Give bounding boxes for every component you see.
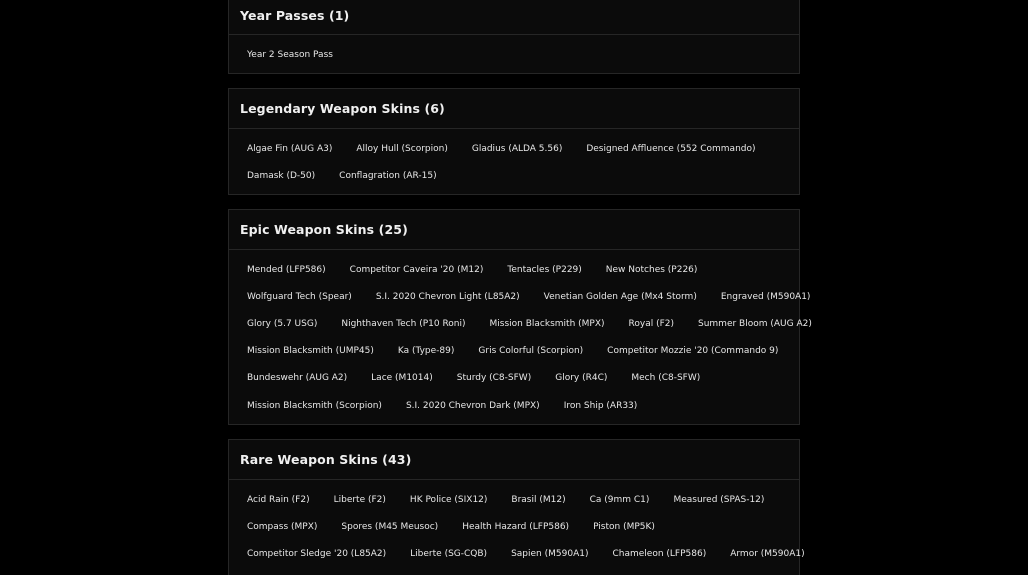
section-header bbox=[229, 89, 799, 129]
item-row bbox=[235, 135, 793, 162]
item[interactable]: Designed Affluence (552 Commando) bbox=[586, 143, 756, 154]
item[interactable]: Alloy Hull (Scorpion) bbox=[356, 143, 448, 154]
item[interactable]: Mission Blacksmith (UMP45) bbox=[247, 346, 374, 357]
item[interactable]: Sturdy (C8-SFW) bbox=[456, 373, 532, 384]
item-row bbox=[235, 338, 793, 365]
item[interactable]: Wolfguard Tech (Spear) bbox=[247, 291, 352, 302]
item[interactable]: S.I. 2020 Chevron Dark (MPX) bbox=[405, 400, 540, 411]
section-header bbox=[229, 440, 799, 480]
item[interactable]: Iron Ship (AR33) bbox=[563, 400, 638, 411]
item[interactable]: Sapien (M590A1) bbox=[511, 548, 589, 559]
section-title: Epic Weapon Skins (25) bbox=[240, 222, 408, 237]
item[interactable]: Lace (M1014) bbox=[371, 373, 433, 384]
section-items bbox=[229, 250, 812, 421]
item-row bbox=[235, 513, 793, 540]
item[interactable]: Gris Colorful (Scorpion) bbox=[478, 346, 584, 357]
section-header bbox=[229, 0, 799, 35]
item[interactable]: Ka (Type-89) bbox=[397, 346, 455, 357]
item-row bbox=[235, 392, 793, 419]
section-header bbox=[229, 210, 799, 250]
item[interactable]: Liberte (SG-CQB) bbox=[410, 548, 488, 559]
section-legendary-weapon-skins bbox=[228, 88, 800, 195]
item[interactable]: New Notches (P226) bbox=[605, 264, 698, 275]
item[interactable]: Mended (LFP586) bbox=[247, 264, 326, 275]
section-items bbox=[229, 35, 799, 70]
item[interactable]: Spores (M45 Meusoc) bbox=[341, 521, 439, 532]
section-rare-weapon-skins bbox=[228, 439, 805, 575]
item[interactable]: HK Police (SIX12) bbox=[409, 494, 488, 505]
item[interactable]: Compass (MPX) bbox=[247, 521, 318, 532]
item[interactable]: Conflagration (AR-15) bbox=[339, 170, 437, 181]
section-title: Year Passes (1) bbox=[240, 8, 350, 23]
item[interactable]: Competitor Caveira '20 (M12) bbox=[349, 264, 484, 275]
item-row bbox=[235, 41, 793, 68]
item[interactable]: Bundeswehr (AUG A2) bbox=[247, 373, 348, 384]
item[interactable]: Year 2 Season Pass bbox=[247, 49, 333, 60]
item[interactable]: Ca (9mm C1) bbox=[589, 494, 650, 505]
item[interactable]: Mech (C8-SFW) bbox=[631, 373, 701, 384]
section-items bbox=[229, 129, 799, 191]
item[interactable]: Competitor Sledge '20 (L85A2) bbox=[247, 548, 387, 559]
item[interactable]: Algae Fin (AUG A3) bbox=[247, 143, 333, 154]
item-row bbox=[235, 310, 812, 337]
item-row bbox=[235, 365, 793, 392]
section-items bbox=[229, 480, 805, 570]
item[interactable]: Measured (SPAS-12) bbox=[673, 494, 765, 505]
item[interactable]: Competitor Mozzie '20 (Commando 9) bbox=[607, 346, 779, 357]
item[interactable]: Summer Bloom (AUG A2) bbox=[698, 318, 812, 329]
item[interactable]: Armor (M590A1) bbox=[730, 548, 805, 559]
section-title: Legendary Weapon Skins (6) bbox=[240, 101, 445, 116]
item[interactable]: Brasil (M12) bbox=[511, 494, 566, 505]
item-row bbox=[235, 540, 805, 567]
item[interactable]: Health Hazard (LFP586) bbox=[462, 521, 570, 532]
section-epic-weapon-skins bbox=[228, 209, 812, 425]
section-title: Rare Weapon Skins (43) bbox=[240, 452, 412, 467]
item[interactable]: Tentacles (P229) bbox=[507, 264, 582, 275]
item[interactable]: Mission Blacksmith (MPX) bbox=[489, 318, 605, 329]
item[interactable]: Royal (F2) bbox=[628, 318, 674, 329]
item-row bbox=[235, 486, 793, 513]
item[interactable]: Venetian Golden Age (Mx4 Storm) bbox=[543, 291, 697, 302]
item[interactable]: Nighthaven Tech (P10 Roni) bbox=[341, 318, 466, 329]
item[interactable]: Glory (R4C) bbox=[555, 373, 608, 384]
item[interactable]: Acid Rain (F2) bbox=[247, 494, 310, 505]
item[interactable]: Mission Blacksmith (Scorpion) bbox=[247, 400, 382, 411]
item[interactable]: Liberte (F2) bbox=[333, 494, 386, 505]
item[interactable]: S.I. 2020 Chevron Light (L85A2) bbox=[375, 291, 520, 302]
item-row bbox=[235, 256, 793, 283]
section-year-passes bbox=[228, 0, 800, 74]
item[interactable]: Chameleon (LFP586) bbox=[612, 548, 707, 559]
item[interactable]: Engraved (M590A1) bbox=[720, 291, 811, 302]
item-row bbox=[235, 162, 793, 189]
item[interactable]: Damask (D-50) bbox=[247, 170, 316, 181]
item[interactable]: Gladius (ALDA 5.56) bbox=[471, 143, 563, 154]
item-row bbox=[235, 283, 811, 310]
item[interactable]: Glory (5.7 USG) bbox=[247, 318, 318, 329]
item[interactable]: Piston (MP5K) bbox=[593, 521, 655, 532]
